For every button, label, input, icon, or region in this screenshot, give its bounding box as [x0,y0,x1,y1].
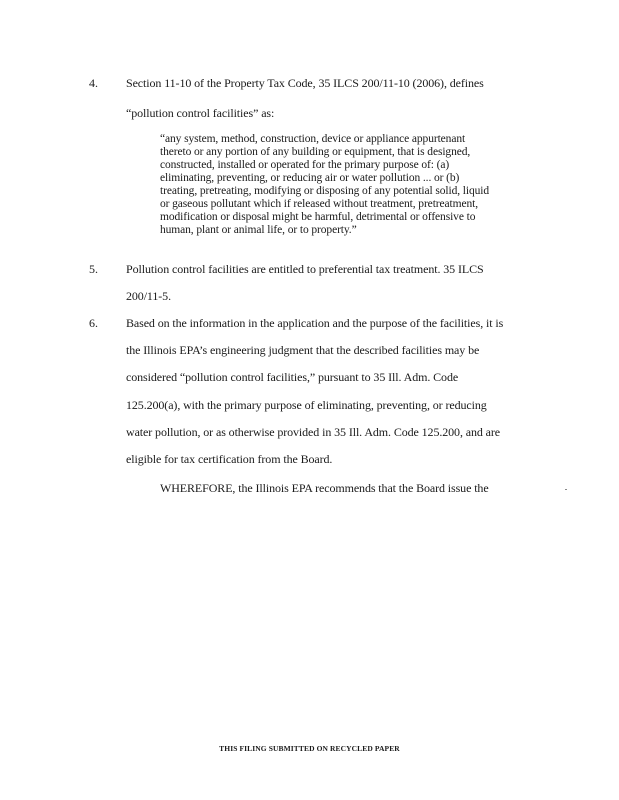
quote-line: or gaseous pollutant which if released without treatment, pretreatment, [160,198,478,210]
paragraph-line: 200/11-5. [126,289,171,303]
quote-line: treating, pretreating, modifying or disposing of any potential solid, liquid [160,185,490,197]
paragraph-number: 6. [89,316,98,330]
paragraph-line: Based on the information in the application and the purpose of the facilities, it is [126,316,504,330]
paragraph-line: the Illinois EPA’s engineering judgment that the described facilities may be [126,343,480,357]
paragraph-number: 5. [89,262,98,276]
quote-line: modification or disposal might be harmful, detrimental or offensive to [160,211,476,223]
paragraph-number: 4. [89,76,98,90]
quote-line: constructed, installed or operated for the primary purpose of: (a) [160,159,450,171]
quote-line: eliminating, preventing, or reducing air or water pollution ... or (b) [160,172,460,184]
quote-line: “any system, method, construction, device or appliance appurtenant [160,133,466,145]
paragraph-line: Section 11-10 of the Property Tax Code, 35 ILCS 200/11-10 (2006), defines [126,76,484,90]
paragraph-line: eligible for tax certification from the Board. [126,452,333,466]
recycled-paper-footer: THIS FILING SUBMITTED ON RECYCLED PAPER [219,744,400,753]
paragraph-line: Pollution control facilities are entitled to preferential tax treatment. 35 ILCS [126,262,484,276]
paragraph-line: 125.200(a), with the primary purpose of eliminating, preventing, or reducing [126,398,487,412]
quote-line: human, plant or animal life, or to property.” [160,224,357,236]
scan-speck [565,489,567,490]
paragraph-line: “pollution control facilities” as: [126,106,275,120]
paragraph-line: considered “pollution control facilities,” pursuant to 35 Ill. Adm. Code [126,370,459,384]
quote-line: thereto or any portion of any building or equipment, that is designed, [160,146,471,158]
paragraph-line: water pollution, or as otherwise provided in 35 Ill. Adm. Code 125.200, and are [126,425,501,439]
closing-line: WHEREFORE, the Illinois EPA recommends that the Board issue the [160,481,489,495]
